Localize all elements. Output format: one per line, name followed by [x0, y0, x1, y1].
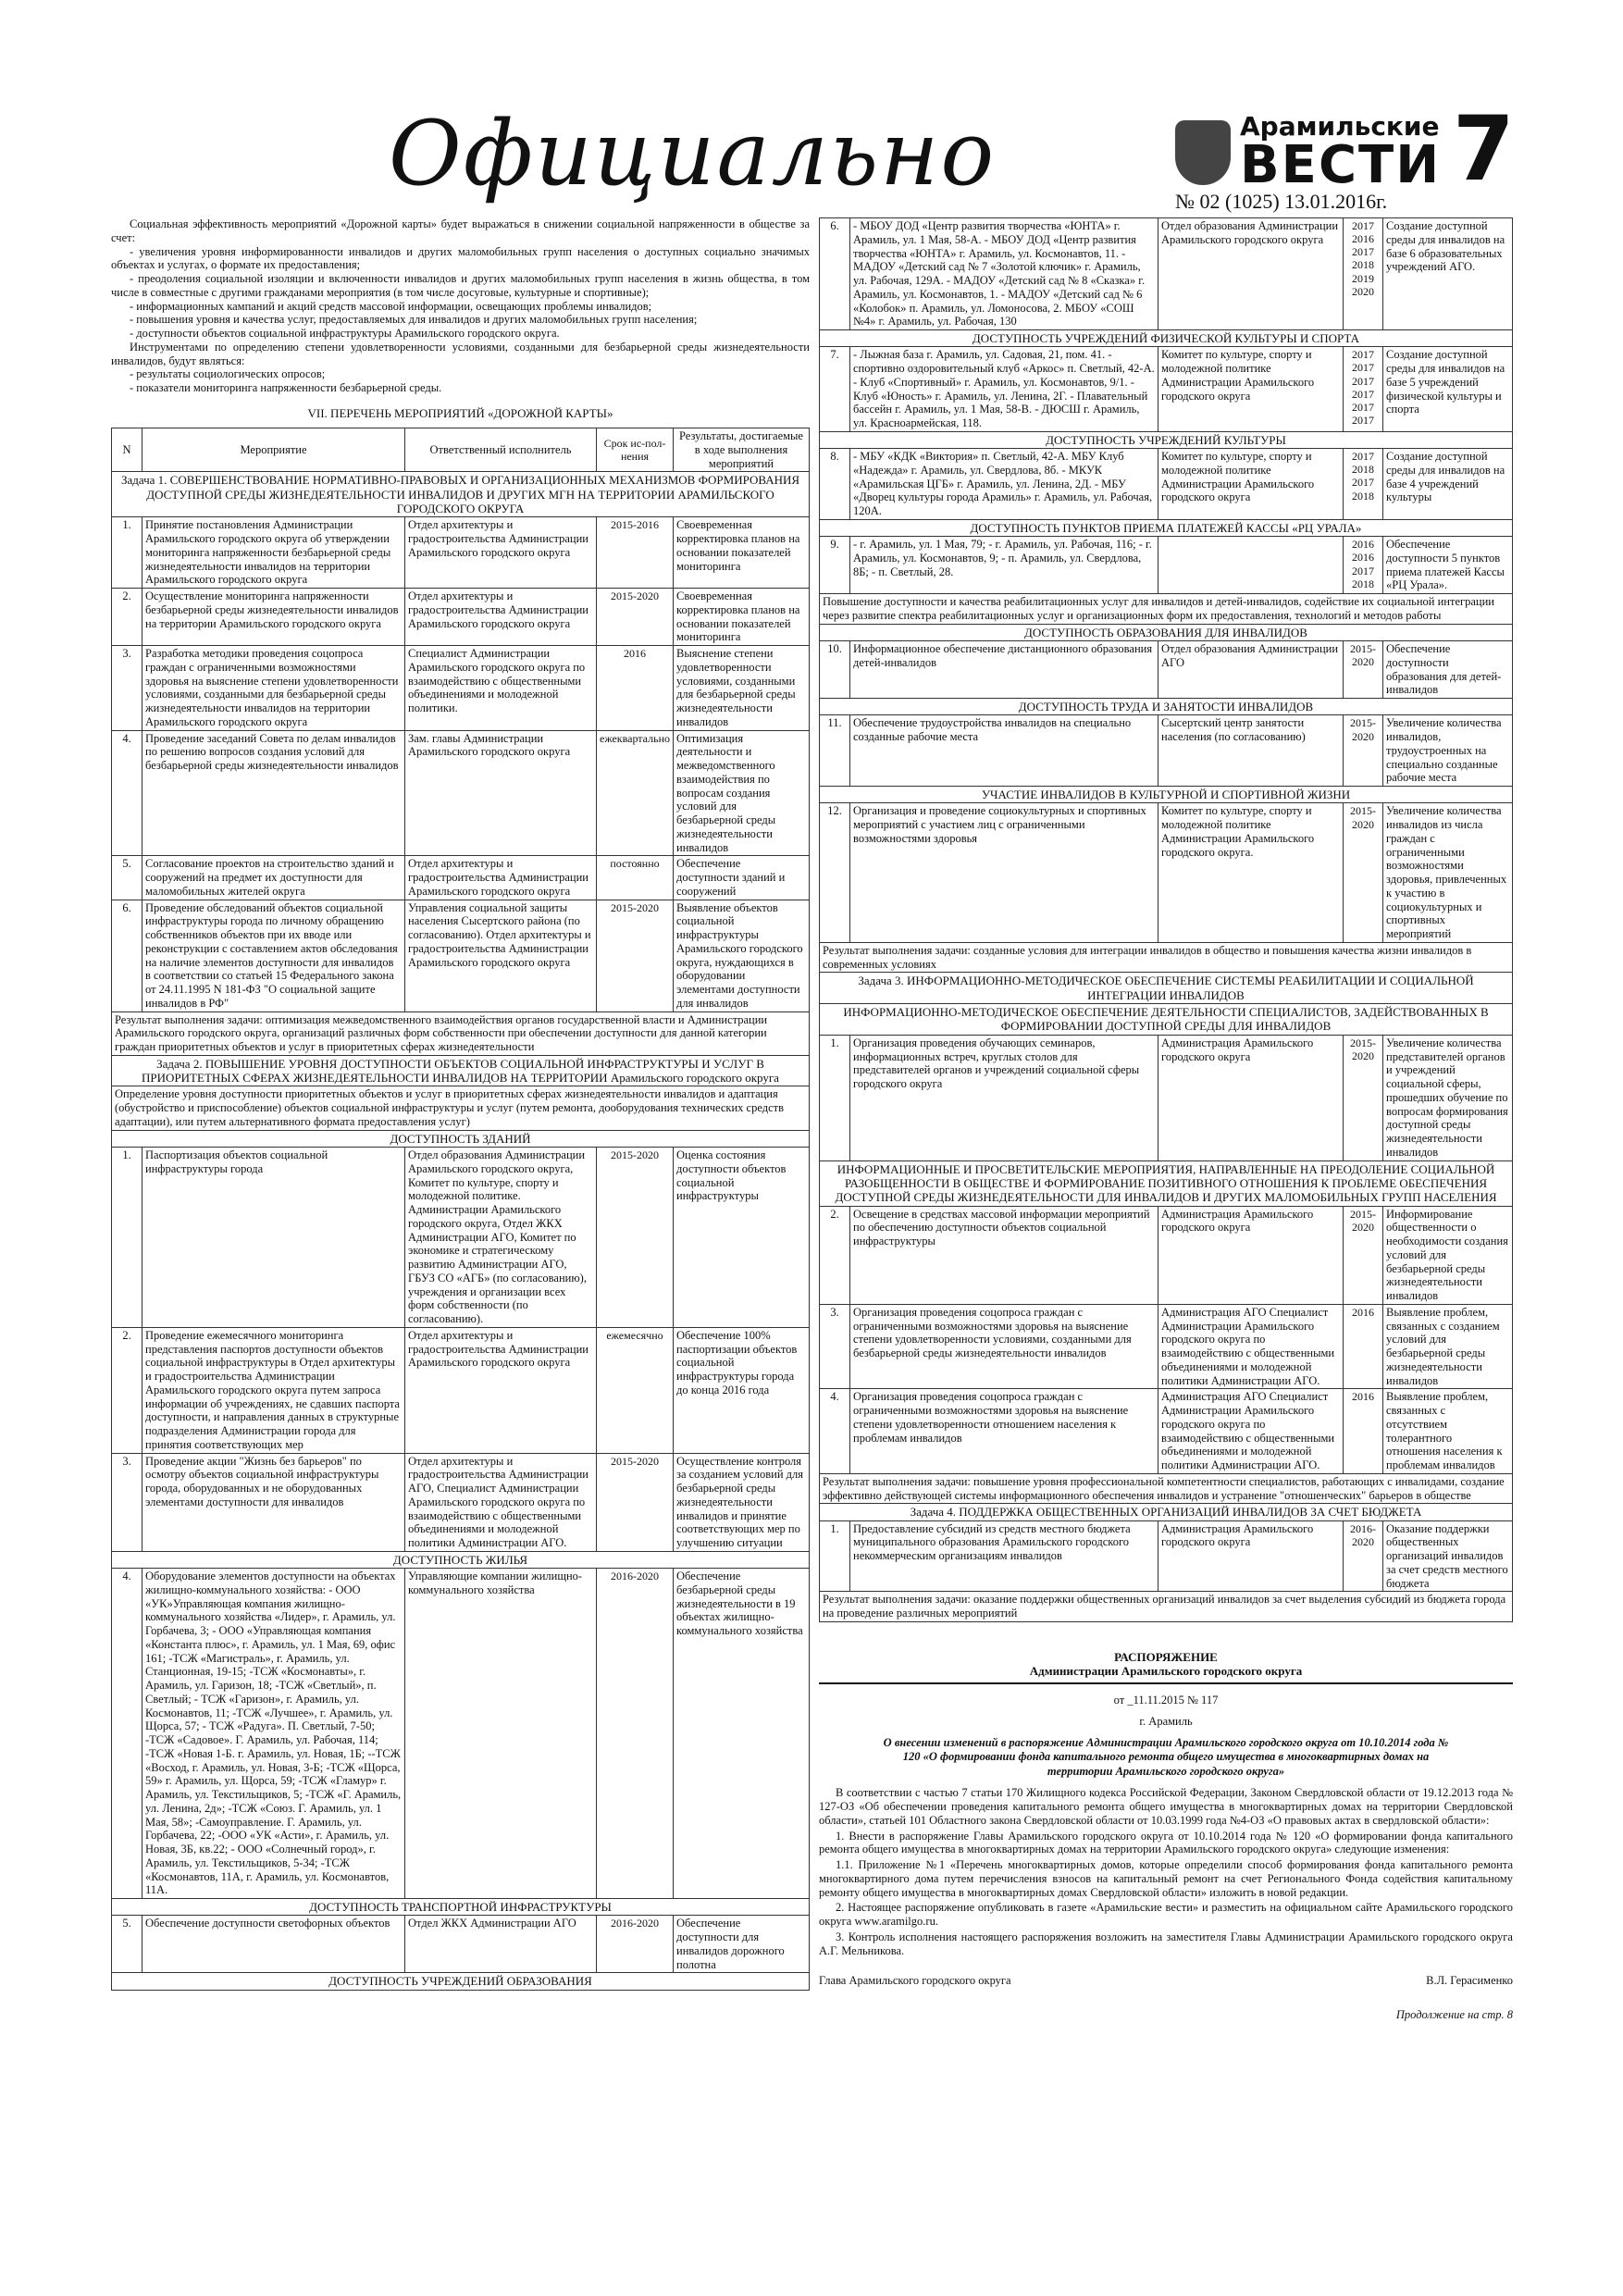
table-cell: Паспортизация объектов социальной инфраструктуры города — [142, 1148, 405, 1328]
table-cell: Организация проведения соцопроса граждан с ограниченными возможностями здоровья на выяснение степени удовлетворенности условиями, созданными для безбарьерной среды жизнедеятельности инвалидов — [850, 1304, 1158, 1389]
table-row — [820, 942, 1513, 973]
table-row — [820, 803, 1513, 943]
table-note: Результат выполнения задачи: повышение уровня профессиональной компетентности специалистов, работающих с инвалидами, создание эффективно действующей системы информационного обеспечения инвалидов и устранение "отношенческих" барьеров в обществе — [820, 1473, 1513, 1504]
table-cell: Осуществление контроля за созданием условий для безбарьерной среды жизнедеятельности инвалидов и принятие соответствующих мер по улучшению ситуации — [674, 1453, 810, 1551]
table-row — [820, 330, 1513, 347]
table-row — [112, 1011, 810, 1055]
table-cell: Администрация Арамильского городского округа — [1158, 1035, 1344, 1160]
table-cell: 3. — [820, 1304, 850, 1389]
table-cell: Оборудование элементов доступности на объектах жилищно-коммунального хозяйства: - ООО «УК»Управляющая компания жилищно-коммунального хозяйства «Лидер», г. Арамиль, ул. Горбачева, 3; - ООО «Управляющая компания «Константа плюс», г. Арамиль, ул. 1 Мая, 69, офис 161; -ТСЖ «Магистраль», г. Арамиль, ул. Станционная, 19-15; -ТСЖ «Космонавты», г. Арамиль, ул. Гаризон, 18; -ТСЖ «Светлый», п. Светлый; - ТСЖ «Гаризон», г. Арамиль, ул. Космонавтов, 11; -ТСЖ «Лучшее», г. Арамиль, ул. Щорса, 57; - ТСЖ «Радуга». П. Светлый, 7-50; -ТСЖ «Садовое». Г. Арамиль, ул. Рабочая, 114; -ТСЖ «Новая 1-Б. г. Арамиль, ул. Новая, 1Б; --ТСЖ «Восход, г. Арамиль, ул. Новая, 3-Б; -ТСЖ «Щорса, 59» г. Арамиль, ул. Щорса, 59; -ТСЖ «Гламур» г. Арамиль, ул. Текстильщиков, 5; -ТСЖ «Г. Арамиль, ул. Ленина, 2д»; -ТСЖ «Союз. Г. Арамиль, ул. 1 Мая, 58»; -Самоуправление. Г. Арамиль, ул. Горбачева, 22; -ООО «УК «Асти», г. Арамиль, ул. Новая, 3Б, кв.22; - ООО «Солнечный город», г. Арамиль, ул. Текстильщиков, 5-34; -ТСЖ «Космонавтов, 11А, г. Арамиль, ул. Космонавтов, 11А. — [142, 1569, 405, 1899]
table-cell: Согласование проектов на строительство зданий и сооружений на предмет их доступности для маломобильных жителей округа — [142, 856, 405, 900]
table-cell: Администрация Арамильского городского округа — [1158, 1206, 1344, 1304]
table-cell: 1. — [820, 1035, 850, 1160]
table-band: ДОСТУПНОСТЬ УЧРЕЖДЕНИЙ КУЛЬТУРЫ — [820, 431, 1513, 448]
table-cell: Своевременная корректировка планов на основании показателей мониторинга — [674, 589, 810, 646]
table-note: Результат выполнения задачи: оптимизация межведомственного взаимодействия органов государственной власти и Администрации Арамильского городского округа, организаций различных форм собственности при обеспечении доступности для данной категории граждан приоритетных объектов и услуг в приоритетных сферах жизнедеятельности — [112, 1011, 810, 1055]
table-cell: Обеспечение 100% паспортизации объектов социальной инфраструктуры города до конца 2016 года — [674, 1327, 810, 1453]
table-cell: Обеспечение безбарьерной среды жизнедеятельности в 19 объектах жилищно-коммунального хозяйства — [674, 1569, 810, 1899]
table-row — [112, 1569, 810, 1899]
table-cell: 2017 2016 2017 2018 2019 2020 — [1344, 218, 1383, 330]
table-band: ДОСТУПНОСТЬ ЖИЛЬЯ — [112, 1551, 810, 1568]
order-document — [819, 1650, 1513, 2022]
table-cell: 2015-2020 — [1344, 1035, 1383, 1160]
table-cell: Комитет по культуре, спорту и молодежной политике Администрации Арамильского городского округа — [1158, 347, 1344, 432]
header-n: N — [112, 428, 142, 472]
table-cell: Проведение обследований объектов социальной инфраструктуры города по личному обращению собственников объектов при их вводе или реконструкции с составлением актов обследования на наличие элементов доступности для инвалидов в соответствии со статьей 15 Федерального закона от 24.11.1995 N 181-ФЗ "О социальной защите инвалидов в РФ" — [142, 900, 405, 1011]
section-title: Официально — [389, 102, 997, 205]
table-row — [820, 787, 1513, 803]
table-cell: Проведение заседаний Совета по делам инвалидов по решению вопросов создания условий для безбарьерной среды жизнедеятельности инвалидов — [142, 730, 405, 856]
table-row — [112, 1055, 810, 1086]
table-cell: Комитет по культуре, спорту и молодежной политике Администрации Арамильского городского округа. — [1158, 803, 1344, 943]
table-band: ДОСТУПНОСТЬ ТРУДА И ЗАНЯТОСТИ ИНВАЛИДОВ — [820, 699, 1513, 715]
table-row — [820, 1592, 1513, 1622]
table-cell: 4. — [112, 1569, 142, 1899]
table-cell: Отдел архитектуры и градостроительства Администрации Арамильского городского округа — [405, 589, 597, 646]
table-row — [112, 1148, 810, 1328]
roadmap-table-left — [111, 428, 810, 1991]
section-vii-title: VII. ПЕРЕЧЕНЬ МЕРОПРИЯТИЙ «ДОРОЖНОЙ КАРТЫ» — [307, 405, 613, 420]
table-row — [112, 730, 810, 856]
order-paragraph: 1.1. Приложение №1 «Перечень многоквартирных домов, которые определили способ формирования фонда капитального ремонта многоквартирного дома путем перечисления взносов на капитальный ремонт на счет Регионального Фонда содействия капитальному ремонту общего имущества в многоквартирных домах Свердловской области» изложить в новой редакции. — [819, 1858, 1513, 1899]
table-cell: 5. — [112, 1916, 142, 1973]
intro-paragraph: - преодоления социальной изоляции и включенности инвалидов и других маломобильных групп населения в жизнь общества, в том числе в совместные с другими гражданами мероприятия (в том числе досуговые, культурные и спортивные); — [111, 272, 810, 299]
table-cell: Проведение акции "Жизнь без барьеров" по осмотру объектов социальной инфраструктуры города, оборудованных и не оборудованных элементами доступности для инвалидов — [142, 1453, 405, 1551]
table-cell: 2015-2020 — [597, 900, 674, 1011]
table-cell: - г. Арамиль, ул. 1 Мая, 79; - г. Арамиль, ул. Рабочая, 116; - г. Арамиль, ул. Космонавтов, 9; - п. Арамиль, ул. Свердлова, 8Б; - п. Светлый, 28. — [850, 537, 1158, 594]
table-row — [820, 1035, 1513, 1160]
table-cell: постоянно — [597, 856, 674, 900]
table-row — [112, 589, 810, 646]
table-cell: Отдел архитектуры и градостроительства Администрации Арамильского городского округа — [405, 856, 597, 900]
table-cell: Обеспечение доступности 5 пунктов приема платежей Кассы «РЦ Урала». — [1383, 537, 1513, 594]
table-row — [820, 537, 1513, 594]
table-cell: Оптимизация деятельности и межведомственного взаимодействия по вопросам создания условий для безбарьерной среды жизнедеятельности инвалидов — [674, 730, 810, 856]
right-column — [819, 217, 1513, 2022]
table-cell: Увеличение количества представителей органов и учреждений социальной сферы, прошедших обучение по вопросам формирования доступной среды жизнедеятельности инвалидов — [1383, 1035, 1513, 1160]
table-cell: - Лыжная база г. Арамиль, ул. Садовая, 21, пом. 41. - спортивно оздоровительный клуб «Аркос» п. Светлый, 42-А. - Клуб «Спортивный» г. Арамиль, ул. Космонавтов, 9/1. - Клуб «Юность» г. Арамиль, ул. Ленина, 2Г. - Плавательный бассейн г. Арамиль, ул. 1 Мая, 58-В. - ДЮСШ г. Арамиль, ул. Красноармейская, 118. — [850, 347, 1158, 432]
table-cell: 8. — [820, 449, 850, 520]
table-cell: 4. — [112, 730, 142, 856]
table-cell: 2016 — [1344, 1389, 1383, 1474]
signature-name: В.Л. Герасименко — [1426, 1974, 1513, 1988]
table-cell: 2016-2020 — [1344, 1520, 1383, 1592]
table-cell: Управления социальной защиты населения Сысертского района (по согласованию). Отдел архитектуры и градостроительства Администрации Арамильского городского округа — [405, 900, 597, 1011]
table-cell: Администрация Арамильского городского округа — [1158, 1520, 1344, 1592]
table-cell: Отдел архитектуры и градостроительства Администрации Арамильского городского округа — [405, 1327, 597, 1453]
table-cell: ежемесячно — [597, 1327, 674, 1453]
header-activity: Мероприятие — [142, 428, 405, 472]
table-cell: Сысертский центр занятости населения (по согласованию) — [1158, 715, 1344, 787]
order-divider — [819, 1682, 1513, 1684]
left-column — [111, 217, 810, 1991]
table-band: ДОСТУПНОСТЬ УЧРЕЖДЕНИЙ ФИЗИЧЕСКОЙ КУЛЬТУРЫ И СПОРТА — [820, 330, 1513, 347]
table-row — [820, 699, 1513, 715]
table-row — [820, 1160, 1513, 1206]
table-band: Задача 2. ПОВЫШЕНИЕ УРОВНЯ ДОСТУПНОСТИ ОБЪЕКТОВ СОЦИАЛЬНОЙ ИНФРАСТРУКТУРЫ И УСЛУГ В ПРИОРИТЕТНЫХ СФЕРАХ ЖИЗНЕДЕЯТЕЛЬНОСТИ ИНВАЛИДОВ НА ТЕРРИТОРИИ Арамильского городского округа — [112, 1055, 810, 1086]
logo-bottom-text: ВЕСТИ — [1240, 135, 1442, 195]
table-cell: 2016-2020 — [597, 1569, 674, 1899]
table-cell: Обеспечение доступности для инвалидов дорожного полотна — [674, 1916, 810, 1973]
table-row — [112, 856, 810, 900]
table-cell: Обеспечение доступности зданий и сооружений — [674, 856, 810, 900]
table-cell: 2015-2020 — [1344, 1206, 1383, 1304]
table-cell: Информирование общественности о необходимости создания условий для безбарьерной среды жизнедеятельности инвалидов — [1383, 1206, 1513, 1304]
table-cell: Разработка методики проведения соцопроса граждан с ограниченными возможностями здоровья на выяснение степени удовлетворенности условиями, созданными для безбарьерной среды жизнедеятельности инвалидов на территории Арамильского городского округа — [142, 646, 405, 731]
table-cell: 2015-2020 — [1344, 803, 1383, 943]
table-band: Задача 3. ИНФОРМАЦИОННО-МЕТОДИЧЕСКОЕ ОБЕСПЕЧЕНИЕ СИСТЕМЫ РЕАБИЛИТАЦИИ И СОЦИАЛЬНОЙ ИНТЕГРАЦИИ ИНВАЛИДОВ — [820, 973, 1513, 1004]
table-cell: 2016 — [597, 646, 674, 731]
intro-paragraph: - показатели мониторинга напряженности безбарьерной среды. — [130, 381, 442, 394]
table-cell: Осуществление мониторинга напряженности безбарьерной среды жизнедеятельности инвалидов на территории Арамильского городского округа — [142, 589, 405, 646]
table-cell: 4. — [820, 1389, 850, 1474]
roadmap-table-right — [819, 217, 1513, 1622]
table-cell: Увеличение количества инвалидов из числа граждан с ограниченными возможностями здоровья, привлеченных к участию в социокультурных и спортивных мероприятий — [1383, 803, 1513, 943]
table-row — [112, 1453, 810, 1551]
table-cell: Комитет по культуре, спорту и молодежной политике Администрации Арамильского городского округа — [1158, 449, 1344, 520]
table-row — [112, 1973, 810, 1990]
order-title: РАСПОРЯЖЕНИЕ — [1114, 1649, 1218, 1664]
table-band: УЧАСТИЕ ИНВАЛИДОВ В КУЛЬТУРНОЙ И СПОРТИВНОЙ ЖИЗНИ — [820, 787, 1513, 803]
table-cell: 2015-2020 — [1344, 715, 1383, 787]
table-row — [112, 646, 810, 731]
intro-paragraph: - повышения уровня и качества услуг, предоставляемых для инвалидов и других маломобильных групп населения; — [130, 313, 698, 327]
table-row — [820, 1004, 1513, 1036]
table-row — [112, 1130, 810, 1147]
table-cell: 2017 2017 2017 2017 2017 2017 — [1344, 347, 1383, 432]
table-cell: Организация проведения соцопроса граждан с ограниченными возможностями здоровья на выяснение степени удовлетворенности отношением населения к проблемам инвалидов — [850, 1389, 1158, 1474]
order-paragraph: В соответствии с частью 7 статьи 170 Жилищного кодекса Российской Федерации, Законом Свердловской области от 19.12.2013 года № 127-ОЗ «Об обеспечении проведения капитального ремонта общего имущества в многоквартирных домах на территории Свердловской области», статьей 101 Областного закона Свердловской области от 10.03.1999 года №4-ОЗ «О правовых актах в свердловской области»: — [819, 1786, 1513, 1827]
table-row — [112, 1551, 810, 1568]
table-cell: 1. — [112, 1148, 142, 1328]
table-cell: 6. — [820, 218, 850, 330]
table-row — [820, 624, 1513, 640]
table-cell: Организация и проведение социокультурных и спортивных мероприятий с участием лиц с ограниченными возможностями здоровья — [850, 803, 1158, 943]
table-cell: Администрация АГО Специалист Администрации Арамильского городского округа по взаимодействию с общественными объединениями и молодежной политики Администрации АГО. — [1158, 1389, 1344, 1474]
table-row — [112, 472, 810, 517]
table-cell: Информационное обеспечение дистанционного образования детей-инвалидов — [850, 641, 1158, 699]
table-cell: 2. — [112, 1327, 142, 1453]
table-cell: 2. — [112, 589, 142, 646]
table-row — [820, 1389, 1513, 1474]
table-cell: Проведение ежемесячного мониторинга представления паспортов доступности объектов социальной инфраструктуры в Отдел архитектуры и градостроительства Администрации Арамильского городского округа путем запроса информации об учреждениях, не сдавших паспорта доступности, и направления данных в структурные подразделения Администрации города для принятия соответствующих мер — [142, 1327, 405, 1453]
signature-title: Глава Арамильского городского округа — [819, 1974, 1011, 1988]
table-cell: 3. — [112, 646, 142, 731]
table-row — [112, 1916, 810, 1973]
intro-paragraph: - увеличения уровня информированности инвалидов и других маломобильных групп населения о доступных социально значимых объектах и услугах, о формате их предоставления; — [111, 244, 810, 272]
table-cell: Обеспечение доступности светофорных объектов — [142, 1916, 405, 1973]
table-row — [820, 449, 1513, 520]
table-cell: 1. — [112, 517, 142, 589]
order-subject: О внесении изменений в распоряжение Администрации Арамильского городского округа от 10.10.2014 года № 120 «О формировании фонда капитального ремонта общего имущества в многоквартирных домах на территории Арамильского городского округа» — [883, 1735, 1449, 1778]
table-cell: 6. — [112, 900, 142, 1011]
table-cell: Выявление объектов социальной инфраструктуры Арамильского городского округа, нуждающихся в оборудовании элементами доступности для инвалидов — [674, 900, 810, 1011]
table-cell: Создание доступной среды для инвалидов на базе 5 учреждений физической культуры и спорта — [1383, 347, 1513, 432]
page-header — [111, 97, 1515, 213]
table-cell: Оценка состояния доступности объектов социальной инфраструктуры — [674, 1148, 810, 1328]
table-row — [820, 431, 1513, 448]
table-band: ИНФОРМАЦИОННО-МЕТОДИЧЕСКОЕ ОБЕСПЕЧЕНИЕ ДЕЯТЕЛЬНОСТИ СПЕЦИАЛИСТОВ, ЗАДЕЙСТВОВАННЫХ В ФОРМИРОВАНИИ ДОСТУПНОЙ СРЕДЫ ДЛЯ ИНВАЛИДОВ — [820, 1004, 1513, 1036]
table-row — [820, 218, 1513, 330]
table-cell: 2015-2020 — [597, 1453, 674, 1551]
table-note: Результат выполнения задачи: созданные условия для интеграции инвалидов в общество и повышения качества жизни инвалидов в современных условиях — [820, 942, 1513, 973]
table-cell: 12. — [820, 803, 850, 943]
table-band: ДОСТУПНОСТЬ ПУНКТОВ ПРИЕМА ПЛАТЕЖЕЙ КАССЫ «РЦ УРАЛА» — [820, 519, 1513, 536]
table-cell: Администрация АГО Специалист Администрации Арамильского городского округа по взаимодействию с общественными объединениями и молодежной политики Администрации АГО. — [1158, 1304, 1344, 1389]
header-responsible: Ответственный исполнитель — [405, 428, 597, 472]
table-cell: Отдел образования Администрации АГО — [1158, 641, 1344, 699]
order-date: от _11.11.2015 № 117 — [1113, 1694, 1219, 1707]
table-cell: Выяснение степени удовлетворенности условиями, созданными для безбарьерной среды жизнедеятельности инвалидов — [674, 646, 810, 731]
table-cell: 7. — [820, 347, 850, 432]
order-paragraph: 1. Внести в распоряжение Главы Арамильского городского округа от 10.10.2014 года № 120 «О формировании фонда капитального ремонта общего имущества в многоквартирных домах на территории Арамильского городского округа» следующие изменения: — [819, 1829, 1513, 1856]
table-note: Повышение доступности и качества реабилитационных услуг для инвалидов и детей-инвалидов, содействие их социальной интеграции через развитие спектра реабилитационных услуг и организационных форм их предоставления, технологий и методов работы — [820, 594, 1513, 625]
table-cell: Выявление проблем, связанных с созданием условий для безбарьерной среды жизнедеятельности инвалидов — [1383, 1304, 1513, 1389]
table-row — [820, 347, 1513, 432]
table-row — [820, 1520, 1513, 1592]
table-cell: 2017 2018 2017 2018 — [1344, 449, 1383, 520]
order-signature — [819, 1974, 1513, 1988]
table-cell: 5. — [112, 856, 142, 900]
logo-top-text: Арамильские — [1240, 111, 1440, 142]
order-place: г. Арамиль — [1139, 1714, 1193, 1728]
table-cell: Обеспечение трудоустройства инвалидов на специально созданные рабочие места — [850, 715, 1158, 787]
header-term: Срок ис-пол-нения — [597, 428, 674, 472]
intro-paragraph: Инструментами по определению степени удовлетворенности условиями, созданными для безбарьерной среды жизнедеятельности инвалидов, будут являться: — [111, 340, 810, 367]
table-cell: Организация проведения обучающих семинаров, информационных встреч, круглых столов для представителей органов и учреждений социальной сферы городского округа — [850, 1035, 1158, 1160]
table-cell: 2015-2020 — [1344, 641, 1383, 699]
table-cell — [1158, 537, 1344, 594]
table-note: Определение уровня доступности приоритетных объектов и услуг в приоритетных сферах жизнедеятельности инвалидов и адаптация (обустройство и приспособление) объектов социальной инфраструктуры и услуг (путем ремонта, дооборудования технических средств адаптации), или путем альтернативного формата предоставления услуг) — [112, 1086, 810, 1130]
table-cell: Управляющие компании жилищно-коммунального хозяйства — [405, 1569, 597, 1899]
table-row — [820, 1304, 1513, 1389]
intro-text — [111, 217, 810, 395]
table-cell: Освещение в средствах массовой информации мероприятий по обеспечению доступности объектов социальной инфраструктуры — [850, 1206, 1158, 1304]
table-cell: Специалист Администрации Арамильского городского округа по взаимодействию с общественными объединениями и молодежной политики. — [405, 646, 597, 731]
table-cell: 2. — [820, 1206, 850, 1304]
table-band: ДОСТУПНОСТЬ ОБРАЗОВАНИЯ ДЛЯ ИНВАЛИДОВ — [820, 624, 1513, 640]
table-cell: 9. — [820, 537, 850, 594]
table-cell: 10. — [820, 641, 850, 699]
intro-paragraph: - доступности объектов социальной инфраструктуры Арамильского городского округа. — [130, 327, 560, 340]
table-cell: ежеквартально — [597, 730, 674, 856]
table-row — [820, 1473, 1513, 1504]
table-row — [820, 519, 1513, 536]
table-cell: Выявление проблем, связанных с отсутствием толерантного отношения населения к проблемам инвалидов — [1383, 1389, 1513, 1474]
table-band: Задача 4. ПОДДЕРЖКА ОБЩЕСТВЕННЫХ ОРГАНИЗАЦИЙ ИНВАЛИДОВ ЗА СЧЕТ БЮДЖЕТА — [820, 1504, 1513, 1520]
table-band: ДОСТУПНОСТЬ ЗДАНИЙ — [112, 1130, 810, 1147]
table-cell: Зам. главы Администрации Арамильского городского округа — [405, 730, 597, 856]
table-cell: Отдел архитектуры и градостроительства Администрации АГО, Специалист Администрации Арамильского городского округа по взаимодействию с общественными объединениями и молодежной политики Администрации АГО. — [405, 1453, 597, 1551]
table-cell: Принятие постановления Администрации Арамильского городского округа об утверждении мониторинга напряженности безбарьерной среды жизнедеятельности инвалидов на территории Арамильского городского округа — [142, 517, 405, 589]
table-band: ДОСТУПНОСТЬ УЧРЕЖДЕНИЙ ОБРАЗОВАНИЯ — [112, 1973, 810, 1990]
table-row — [820, 594, 1513, 625]
header-results: Результаты, достигаемые в ходе выполнения мероприятий — [674, 428, 810, 472]
table-cell: Предоставление субсидий из средств местного бюджета муниципального образования Арамильского городского некоммерческим организациям инвалидов — [850, 1520, 1158, 1592]
table-cell: Создание доступной среды для инвалидов на базе 6 образовательных учреждений АГО. — [1383, 218, 1513, 330]
order-paragraph: 2. Настоящее распоряжение опубликовать в газете «Арамильские вести» и разместить на официальном сайте Арамильского городского округа www.aramilgo.ru. — [819, 1901, 1513, 1929]
table-cell: Обеспечение доступности образования для детей-инвалидов — [1383, 641, 1513, 699]
intro-paragraph: Социальная эффективность мероприятий «Дорожной карты» будет выражаться в снижении социальной напряженности в обществе за счет: — [111, 217, 810, 244]
table-cell: Отдел архитектуры и градостроительства Администрации Арамильского городского округа — [405, 517, 597, 589]
table-cell: Своевременная корректировка планов на основании показателей мониторинга — [674, 517, 810, 589]
table-cell: Отдел ЖКХ Администрации АГО — [405, 1916, 597, 1973]
table-cell: Оказание поддержки общественных организаций инвалидов за счет средств местного бюджета — [1383, 1520, 1513, 1592]
newspaper-logo — [1175, 111, 1453, 194]
table-cell: 2016-2020 — [597, 1916, 674, 1973]
table-cell: - МБУ «КДК «Виктория» п. Светлый, 42-А. МБУ Клуб «Надежда» г. Арамиль, ул. Свердлова, 8б. - МКУК «Арамильская ЦГБ» г. Арамиль, ул. Ленина, 2Д. - МБУ «Дворец культуры города Арамиль» г. Арамиль, ул. Рабочая, 120А. — [850, 449, 1158, 520]
intro-paragraph: - результаты социологических опросов; — [130, 367, 326, 381]
page-number: 7 — [1453, 97, 1515, 201]
coat-of-arms-icon — [1175, 120, 1231, 185]
table-cell: Отдел образования Администрации Арамильского городского округа, Комитет по культуре, спорту и молодежной политике. Администрации Арамильского городского округа, Отдел ЖКХ Администрации АГО, Комитет по экономике и стратегическому развитию Администрации АГО, ГБУЗ СО «АГБ» (по согласованию), учреждения и организации всех форм собственности (по согласованию). — [405, 1148, 597, 1328]
table-cell: 1. — [820, 1520, 850, 1592]
order-paragraph: 3. Контроль исполнения настоящего распоряжения возложить на заместителя Главы Администрации Арамильского городского округа А.Г. Мельникова. — [819, 1930, 1513, 1957]
table-row — [112, 1086, 810, 1130]
table-row — [112, 517, 810, 589]
table-cell: Увеличение количества инвалидов, трудоустроенных на специально созданные рабочие места — [1383, 715, 1513, 787]
table-band: ИНФОРМАЦИОННЫЕ И ПРОСВЕТИТЕЛЬСКИЕ МЕРОПРИЯТИЯ, НАПРАВЛЕННЫЕ НА ПРЕОДОЛЕНИЕ СОЦИАЛЬНОЙ РАЗОБЩЕННОСТИ В ОБЩЕСТВЕ И ФОРМИРОВАНИЕ ПОЗИТИВНОГО ОТНОШЕНИЯ К ПРОБЛЕМЕ ОБЕСПЕЧЕНИЯ ДОСТУПНОЙ СРЕДЫ ЖИЗНЕДЕЯТЕЛЬНОСТИ ДЛЯ ИНВАЛИДОВ И ДРУГИХ МАЛОМОБИЛЬНЫХ ГРУПП НАСЕЛЕНИЯ — [820, 1160, 1513, 1206]
table-cell: 2016 — [1344, 1304, 1383, 1389]
table-row — [112, 1327, 810, 1453]
table-row — [820, 1206, 1513, 1304]
table-note: Результат выполнения задачи: оказание поддержки общественных организаций инвалидов за счет выделения субсидий из бюджета города на проведение различных мероприятий — [820, 1592, 1513, 1622]
table-cell: 2015-2020 — [597, 589, 674, 646]
table-cell: 11. — [820, 715, 850, 787]
table-cell: 2016 2016 2017 2018 — [1344, 537, 1383, 594]
table-cell: 2015-2016 — [597, 517, 674, 589]
order-subtitle: Администрации Арамильского городского округа — [1029, 1664, 1303, 1679]
table-row — [112, 1899, 810, 1916]
table-band: ДОСТУПНОСТЬ ТРАНСПОРТНОЙ ИНФРАСТРУКТУРЫ — [112, 1899, 810, 1916]
table-cell: 3. — [112, 1453, 142, 1551]
table-band: Задача 1. СОВЕРШЕНСТВОВАНИЕ НОРМАТИВНО-ПРАВОВЫХ И ОРГАНИЗАЦИОННЫХ МЕХАНИЗМОВ ФОРМИРОВАНИЯ ДОСТУПНОЙ СРЕДЫ ЖИЗНЕДЕЯТЕЛЬНОСТИ ИНВАЛИДОВ И ДРУГИХ МГН НА ТЕРРИТОРИИ АРАМИЛЬСКОГО ГОРОДСКОГО ОКРУГА — [112, 472, 810, 517]
table-cell: Отдел образования Администрации Арамильского городского округа — [1158, 218, 1344, 330]
table-row — [820, 715, 1513, 787]
table-cell: - МБОУ ДОД «Центр развития творчества «ЮНТА» г. Арамиль, ул. 1 Мая, 58-А. - МБОУ ДОД «Центр развития творчества «ЮНТА» г. Арамиль, ул. Космонавтов, 11. - МАДОУ «Детский сад № 7 «Золотой ключик» г. Арамиль, ул. Рабочая, 129А. - МАДОУ «Детский сад № 8 «Сказка» г. Арамиль, ул. Космонавтов, 1. - МАДОУ «Детский сад № 6 «Колобок» п. Арамиль, ул. Ломоносова, 2. МБОУ «СОШ №4» г. Арамиль, ул. Рабочая, 130 — [850, 218, 1158, 330]
table-row — [112, 900, 810, 1011]
table-row — [820, 973, 1513, 1004]
continued-note: Продолжение на стр. 8 — [1395, 2008, 1513, 2022]
table-cell: Создание доступной среды для инвалидов на базе 4 учреждений культуры — [1383, 449, 1513, 520]
intro-paragraph: - информационных кампаний и акций средств массовой информации, освещающих проблемы инвалидов; — [130, 299, 652, 313]
table-row — [820, 1504, 1513, 1520]
table-cell: 2015-2020 — [597, 1148, 674, 1328]
table-row — [820, 641, 1513, 699]
issue-info: № 02 (1025) 13.01.2016г. — [1175, 190, 1388, 213]
